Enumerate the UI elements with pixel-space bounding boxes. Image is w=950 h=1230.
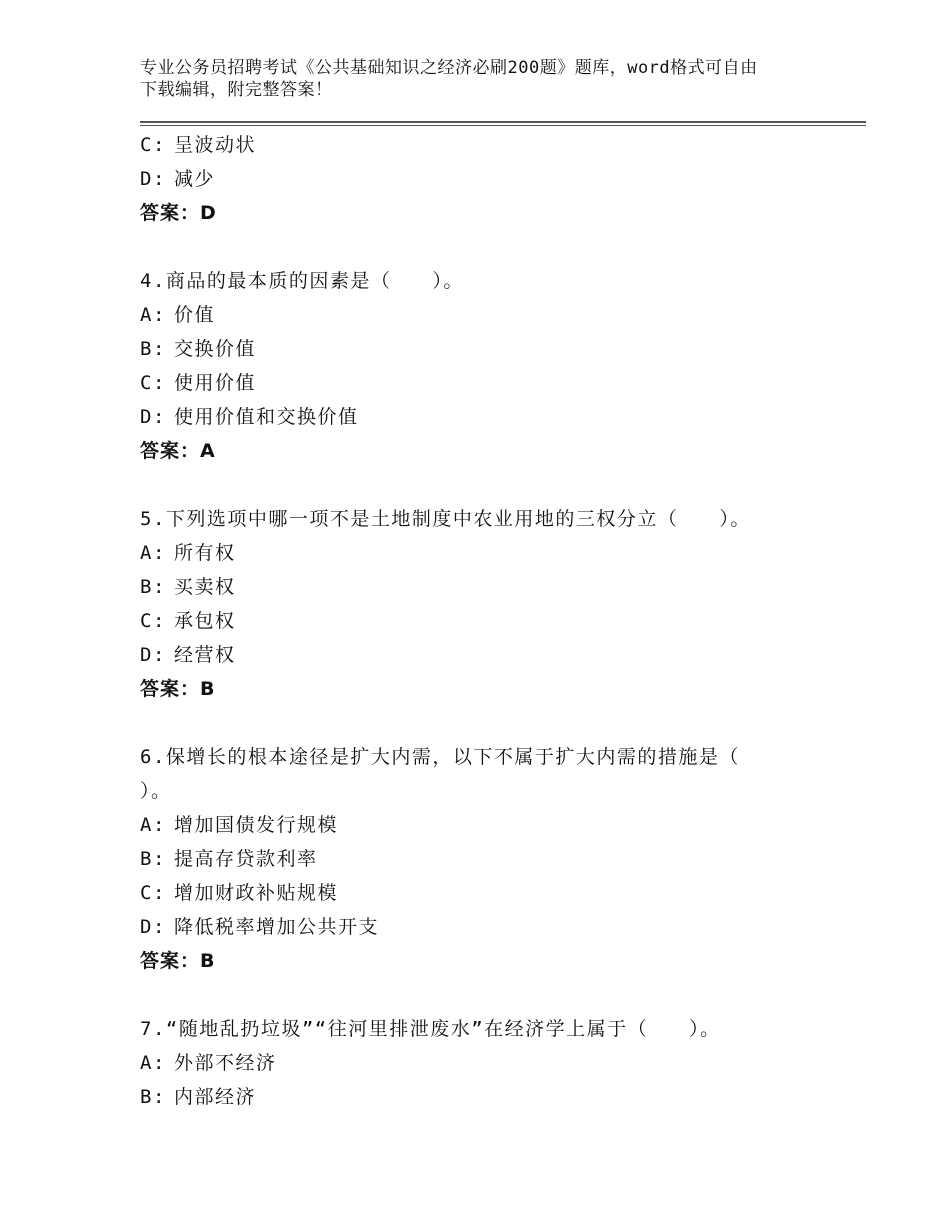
option-text: 增加财政补贴规模 — [174, 882, 339, 904]
option-key: B: — [140, 338, 166, 360]
option-key: D: — [140, 406, 166, 428]
option-text: 外部不经济 — [174, 1052, 277, 1074]
option-a — [140, 298, 840, 332]
header-rule-thick — [140, 121, 866, 123]
option-key: A: — [140, 1052, 166, 1074]
option-text: 经营权 — [174, 644, 236, 666]
question-stem: 4.商品的最本质的因素是（ ）。 — [140, 270, 464, 292]
option-a — [140, 1046, 840, 1080]
option-c — [140, 366, 840, 400]
option-text: 价值 — [174, 304, 216, 326]
option-key: D: — [140, 916, 166, 938]
question-stem: 7.“随地乱扔垃圾”“往河里排泄废水”在经济学上属于（ ）。 — [140, 1018, 721, 1040]
option-a — [140, 536, 840, 570]
option-key: C: — [140, 882, 166, 904]
question-stem-line-1: 6.保增长的根本途径是扩大内需，以下不属于扩大内需的措施是（ — [140, 746, 740, 768]
option-b — [140, 570, 840, 604]
option-c — [140, 876, 840, 910]
answer-line: 答案：B — [140, 678, 216, 700]
option-key: A: — [140, 814, 166, 836]
option-c — [140, 604, 840, 638]
option-key: D: — [140, 644, 166, 666]
question-stem-line-2: ）。 — [140, 780, 172, 802]
option-text: 减少 — [174, 168, 216, 190]
option-key: C: — [140, 134, 166, 156]
document-header — [140, 57, 830, 101]
option-text: 呈波动状 — [174, 134, 257, 156]
header-rule-thin — [140, 125, 866, 126]
spacer — [140, 230, 840, 264]
answer-line: 答案：D — [140, 202, 217, 224]
header-line-1: 专业公务员招聘考试《公共基础知识之经济必刷200题》题库，word格式可自由 — [140, 58, 758, 78]
question-5 — [140, 502, 840, 706]
option-key: C: — [140, 610, 166, 632]
option-key: B: — [140, 576, 166, 598]
question-3-tail — [140, 128, 840, 230]
option-key: B: — [140, 1086, 166, 1108]
option-key: A: — [140, 304, 166, 326]
option-d — [140, 400, 840, 434]
option-text: 买卖权 — [174, 576, 236, 598]
option-text: 内部经济 — [174, 1086, 257, 1108]
option-d — [140, 162, 840, 196]
option-text: 降低税率增加公共开支 — [174, 916, 380, 938]
header-line-2: 下载编辑，附完整答案！ — [140, 80, 333, 100]
option-c — [140, 128, 840, 162]
option-key: D: — [140, 168, 166, 190]
question-7 — [140, 1012, 840, 1114]
option-key: B: — [140, 848, 166, 870]
question-stem: 5.下列选项中哪一项不是土地制度中农业用地的三权分立（ ）。 — [140, 508, 751, 530]
option-text: 增加国债发行规模 — [174, 814, 339, 836]
option-key: C: — [140, 372, 166, 394]
option-d — [140, 910, 840, 944]
spacer — [140, 706, 840, 740]
question-4 — [140, 264, 840, 468]
option-a — [140, 808, 840, 842]
option-text: 承包权 — [174, 610, 236, 632]
option-d — [140, 638, 840, 672]
answer-line: 答案：B — [140, 950, 216, 972]
option-text: 使用价值和交换价值 — [174, 406, 359, 428]
answer-line: 答案：A — [140, 440, 216, 462]
document-body — [140, 128, 840, 1114]
option-b — [140, 1080, 840, 1114]
question-6 — [140, 740, 840, 978]
option-b — [140, 842, 840, 876]
option-text: 所有权 — [174, 542, 236, 564]
spacer — [140, 468, 840, 502]
option-text: 使用价值 — [174, 372, 257, 394]
option-text: 交换价值 — [174, 338, 257, 360]
option-key: A: — [140, 542, 166, 564]
option-b — [140, 332, 840, 366]
option-text: 提高存贷款利率 — [174, 848, 318, 870]
spacer — [140, 978, 840, 1012]
